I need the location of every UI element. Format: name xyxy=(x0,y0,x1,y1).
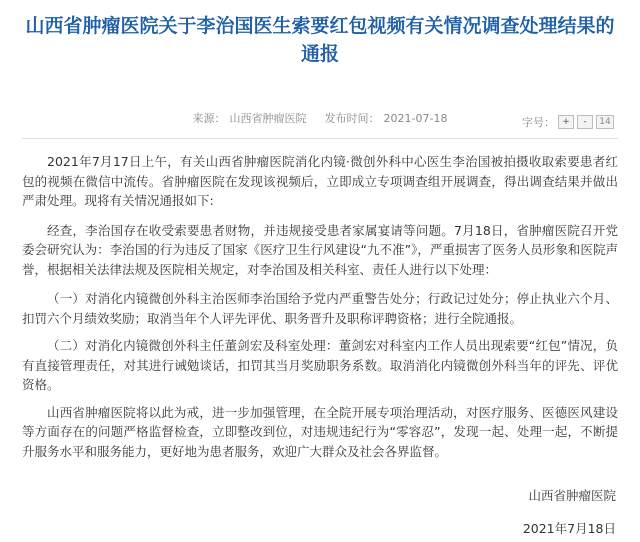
signature-date: 2021年7月18日 xyxy=(522,521,616,536)
paragraph-5: 山西省肿瘤医院将以此为戒，进一步加强管理，在全院开展专项治理活动，对医疗服务、医德医风建设等方面存在的问题严格监督检查，立即整改到位，对违规违纪行为“零容忍”，发现一起、处理一起，不断提升服务水平和服务能力，更好地为患者服务，欢迎广大群众及社会各界监督。 xyxy=(22,404,618,459)
font-size-control xyxy=(522,114,614,130)
signature-org: 山西省肿瘤医院 xyxy=(528,488,616,503)
paragraph-2: 经查，李治国存在收受索要患者财物，并违规接受患者家属宴请等问题。7月18日，省肿瘤医院召开党委会研究认为：李治国的行为违反了国家《医疗卫生行风建设“九不准”》，严重损害了医务人员形象和医院声誉，根据相关法律法规及医院相关规定，对李治国及相关科室、责任人进行以下处理： xyxy=(22,222,618,277)
font-size-value: 14 xyxy=(596,115,614,129)
meta-divider xyxy=(22,138,618,139)
source-value: 山西省肿瘤医院 xyxy=(229,112,307,125)
font-increase-button[interactable]: + xyxy=(558,115,574,129)
font-size-label: 字号： xyxy=(522,116,555,129)
published-label: 发布时间： xyxy=(324,112,380,125)
article-title: 山西省肿瘤医院关于李治国医生索要红包视频有关情况调查处理结果的通报 xyxy=(25,15,615,65)
published-value: 2021-07-18 xyxy=(383,112,448,125)
source-label: 来源： xyxy=(192,112,226,125)
article-body xyxy=(22,152,618,471)
paragraph-4: （二）对消化内镜微创外科主任董剑宏及科室处理：董剑宏对科室内工作人员出现索要“红包”情况，负有直接管理责任，对其进行诫勉谈话，扣罚其当月奖励职务系数。取消消化内镜微创外科当年的评先、评优资格。 xyxy=(22,338,618,392)
paragraph-3: （一）对消化内镜微创外科主治医师李治国给予党内严重警告处分；行政记过处分；停止执业六个月、扣罚六个月绩效奖励；取消当年个人评先评优、职务晋升及职称评聘资格；进行全院通报。 xyxy=(22,291,618,326)
font-decrease-button[interactable]: - xyxy=(577,115,593,129)
paragraph-1: 2021年7月17日上午，有关山西省肿瘤医院消化内镜·微创外科中心医生李治国被拍摄收取索要患者红包的视频在微信中流传。省肿瘤医院在发现该视频后，立即成立专项调查组开展调查，得出调查结果并做出严肃处理。现将有关情况通报如下: xyxy=(22,154,618,208)
